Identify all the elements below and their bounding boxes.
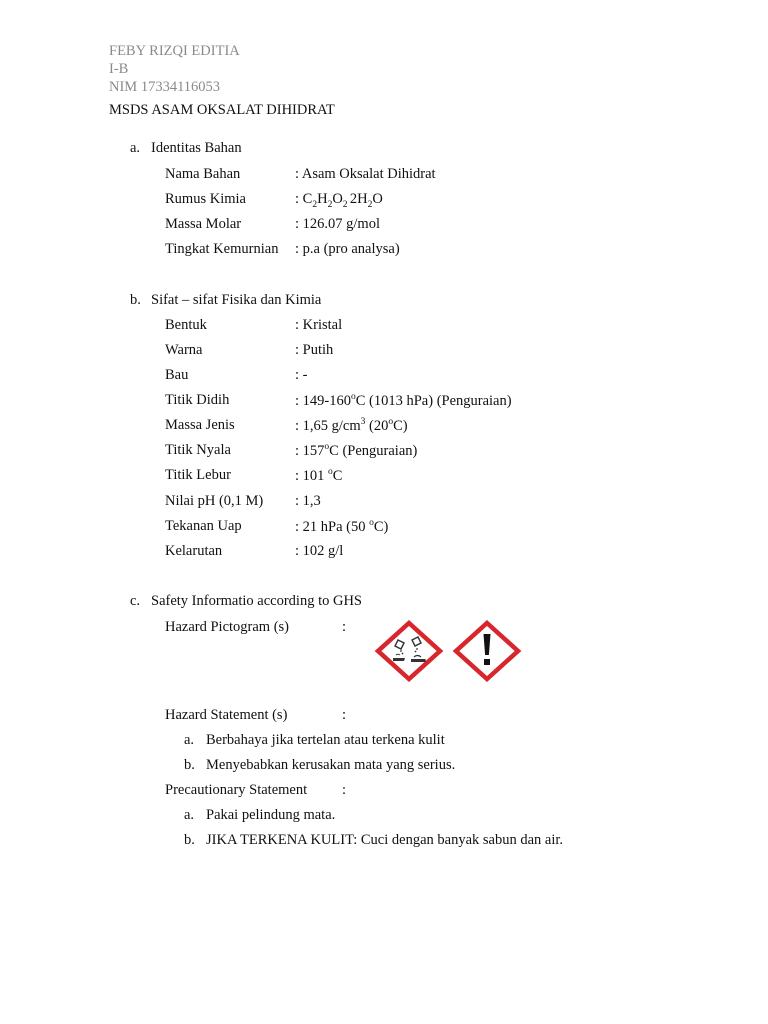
property-label: Titik Lebur	[165, 467, 231, 483]
list-item	[184, 757, 455, 774]
author-header	[109, 42, 240, 96]
property-label: Titik Didih	[165, 392, 230, 408]
list-text: JIKA TERKENA KULIT: Cuci dengan banyak sabun dan air.	[206, 832, 564, 848]
section-b-heading	[130, 292, 321, 309]
property-label: Tingkat Kemurnian	[165, 241, 279, 257]
property-value: : 101 $^o$C	[295, 467, 343, 484]
property-value: : -	[295, 367, 308, 383]
property-value: : 102 g/l	[295, 543, 344, 559]
list-text: Menyebabkan kerusakan mata yang serius.	[206, 757, 456, 773]
list-marker: a.	[184, 807, 195, 823]
property-label: Nilai pH (0,1 M)	[165, 493, 264, 509]
list-text: Pakai pelindung mata.	[206, 807, 336, 823]
list-marker: b.	[184, 832, 195, 848]
property-label: Kelarutan	[165, 543, 223, 559]
list-item	[184, 732, 445, 749]
pictogram-label: Hazard Pictogram (s)	[165, 619, 290, 635]
list-marker: a.	[184, 732, 195, 748]
property-value: : Kristal	[295, 317, 343, 333]
section-c-heading	[130, 593, 362, 610]
section-title: Identitas Bahan	[151, 140, 242, 156]
pictogram-colon: :	[342, 619, 347, 635]
property-value: : Putih	[295, 342, 334, 358]
document-title: MSDS ASAM OKSALAT DIHIDRAT	[109, 102, 335, 118]
property-value: : 126.07 g/mol	[295, 216, 380, 232]
property-label: Tekanan Uap	[165, 518, 242, 534]
corrosion-pictogram-icon	[374, 620, 444, 682]
property-value: : 1,65 $g/cm^3$ (20$^o$C)	[295, 417, 408, 434]
list-text: Berbahaya jika tertelan atau terkena kulit	[206, 732, 445, 748]
property-value: : 1,3	[295, 493, 321, 509]
property-label: Titik Nyala	[165, 442, 231, 458]
property-label: Rumus Kimia	[165, 191, 246, 207]
property-label: Bentuk	[165, 317, 207, 333]
author-nim: NIM 17334116053	[109, 79, 221, 95]
property-label: Massa Jenis	[165, 417, 235, 433]
property-value: : p.a (pro analysa)	[295, 241, 400, 257]
list-item	[184, 832, 563, 849]
chemical-formula: : $C_2H_2O_2$ $2H_2O$	[295, 191, 383, 210]
property-label: Warna	[165, 342, 203, 358]
author-class: I-B	[109, 61, 129, 77]
property-value: : Asam Oksalat Dihidrat	[295, 166, 436, 182]
hazard-statement-label: Hazard Statement (s)	[165, 707, 288, 723]
property-label: Massa Molar	[165, 216, 242, 232]
section-marker: c.	[130, 593, 141, 609]
section-marker: b.	[130, 292, 141, 308]
section-title: Sifat – sifat Fisika dan Kimia	[151, 292, 322, 308]
author-name: FEBY RIZQI EDITIA	[109, 43, 240, 59]
property-value: : 21 hPa (50 $^o$C)	[295, 518, 389, 535]
precautionary-statement-colon: :	[342, 782, 347, 798]
list-item	[184, 807, 335, 824]
exclamation-pictogram-icon	[452, 620, 522, 682]
property-value: : 157$^o$C (Penguraian)	[295, 442, 418, 459]
property-label: Bau	[165, 367, 189, 383]
section-marker: a.	[130, 140, 141, 156]
section-a-heading	[130, 140, 242, 157]
list-marker: b.	[184, 757, 195, 773]
hazard-statement-colon: :	[342, 707, 347, 723]
section-title: Safety Informatio according to GHS	[151, 593, 363, 609]
precautionary-statement-label: Precautionary Statement	[165, 782, 308, 798]
property-value: : 149-160$^o$C (1013 hPa) (Penguraian)	[295, 392, 512, 409]
property-label: Nama Bahan	[165, 166, 241, 182]
